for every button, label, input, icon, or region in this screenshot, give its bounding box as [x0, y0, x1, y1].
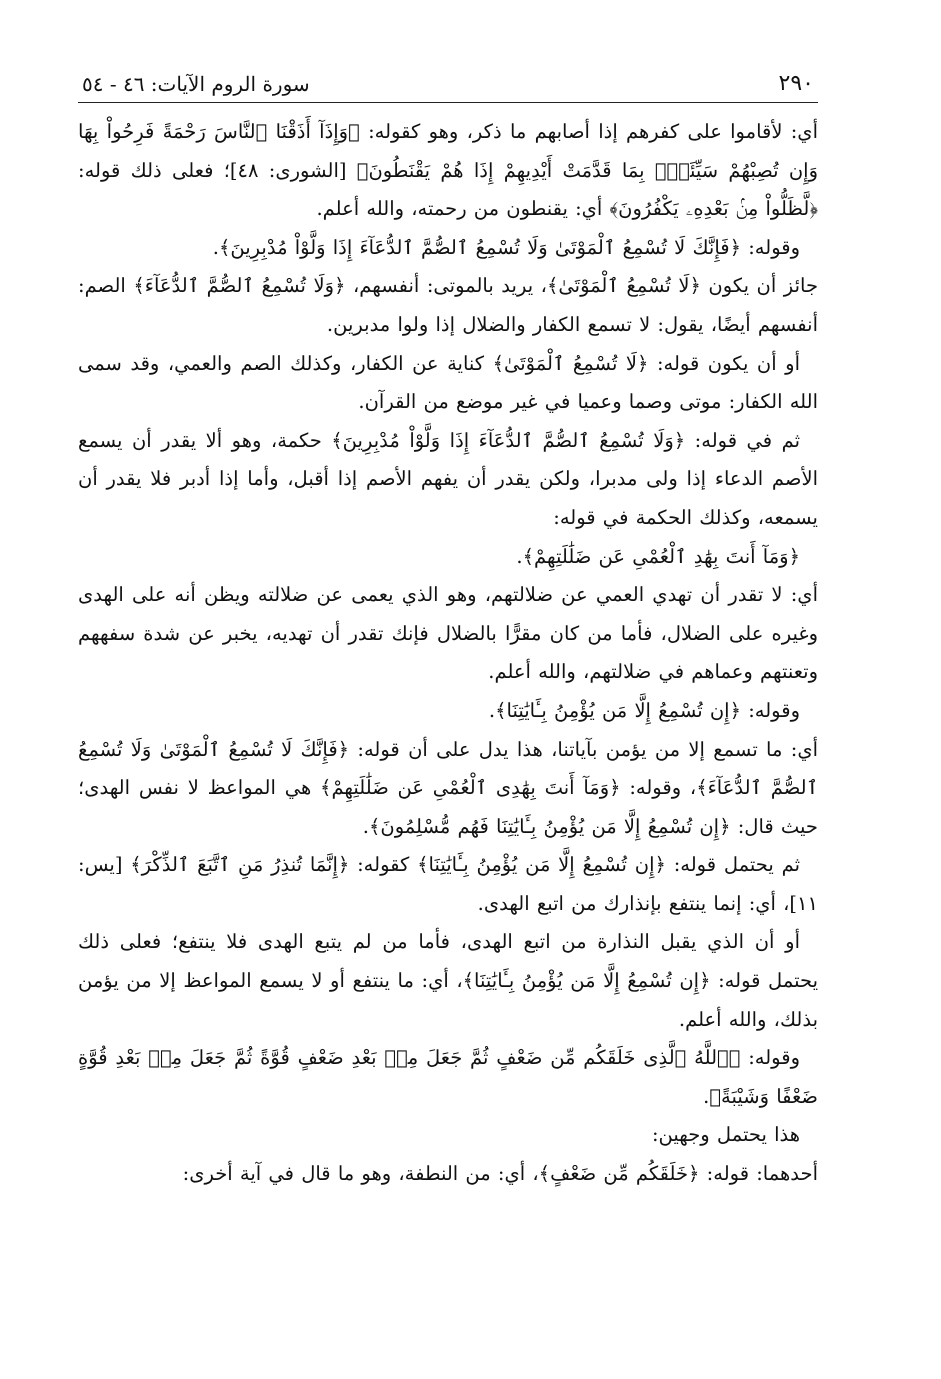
page-body	[78, 113, 818, 1194]
paragraph: أي: ما تسمع إلا من يؤمن بآياتنا، هذا يدل على أن قوله: ﴿فَإِنَّكَ لَا تُسْمِعُ ٱلْمَوْتَىٰ وَلَا تُسْمِعُ ٱلصُّمَّ ٱلدُّعَآءَ﴾، وقوله: ﴿وَمَآ أَنتَ بِهَٰدِى ٱلْعُمْىِ عَن ضَلَٰلَتِهِمْ﴾ هي المواعظ لا نفس الهدى؛ حيث قال: ﴿إِن تُسْمِعُ إِلَّا مَن يُؤْمِنُ بِـَٔايَٰتِنَا فَهُم مُّسْلِمُونَ﴾.	[78, 737, 818, 838]
paragraph: وقوله: ﴿إِن تُسْمِعُ إِلَّا مَن يُؤْمِنُ بِـَٔايَٰتِنَا﴾.	[488, 698, 800, 722]
paragraph: وقوله: ﴿ٱللَّهُ ٱلَّذِى خَلَقَكُم مِّن ضَعْفٍ ثُمَّ جَعَلَ مِنۢ بَعْدِ ضَعْفٍ قُوَّةً ثُمَّ جَعَلَ مِنۢ بَعْدِ قُوَّةٍ ضَعْفًا وَشَيْبَةً﴾.	[78, 1046, 818, 1108]
paragraph: أو أن يكون قوله: ﴿لَا تُسْمِعُ ٱلْمَوْتَىٰ﴾ كناية عن الكفار، وكذلك الصم والعمي، وقد سمى الله الكفار: موتى وصما وعميا في غير موضع من القرآن.	[78, 351, 818, 414]
book-page	[78, 60, 818, 1350]
paragraph: هذا يحتمل وجهين:	[651, 1123, 800, 1147]
paragraph: جائز أن يكون ﴿لَا تُسْمِعُ ٱلْمَوْتَىٰ﴾، يريد بالموتى: أنفسهم، ﴿وَلَا تُسْمِعُ ٱلصُّمَّ ٱلدُّعَآءَ﴾ الصم: أنفسهم أيضًا، يقول: لا تسمع الكفار والضلال إذا ولوا مدبرين.	[78, 274, 818, 336]
paragraph: أو أن الذي يقبل النذارة من اتبع الهدى، فأما من لم يتبع الهدى فلا ينتفع؛ فعلى ذلك يحتمل قوله: ﴿إِن تُسْمِعُ إِلَّا مَن يُؤْمِنُ بِـَٔايَٰتِنَا﴾، أي: ما ينتفع أو لا يسمع المواعظ إلا من يؤمن بذلك، والله أعلم.	[78, 930, 818, 1031]
paragraph: ثم يحتمل قوله: ﴿إِن تُسْمِعُ إِلَّا مَن يُؤْمِنُ بِـَٔايَٰتِنَا﴾ كقوله: ﴿إِنَّمَا تُنذِرُ مَنِ ٱتَّبَعَ ٱلذِّكْرَ﴾ [يس: ١١]، أي: إنما ينتفع بإنذارك من اتبع الهدى.	[78, 853, 818, 915]
paragraph: ﴿وَمَآ أَنتَ بِهَٰدِ ٱلْعُمْىِ عَن ضَلَٰلَتِهِمْ﴾.	[516, 544, 800, 568]
paragraph: ثم في قوله: ﴿وَلَا تُسْمِعُ ٱلصُّمَّ ٱلدُّعَآءَ إِذَا وَلَّوْاْ مُدْبِرِينَ﴾ حكمة، وهو ألا يقدر أن يسمع الأصم الدعاء إذا ولى مدبرا، ولكن يقدر أن يفهم الأصم إذا أقبل، وأما إذا أدبر فلا يقدر أن يسمعه، وكذلك الحكمة في قوله:	[78, 428, 818, 529]
paragraph: أحدهما: قوله: ﴿خَلَقَكُم مِّن ضَعْفٍ﴾، أي: من النطفة، وهو ما قال في آية أخرى:	[182, 1162, 818, 1186]
paragraph: أي: لا تقدر أن تهدي العمي عن ضلالتهم، وهو الذي يعمى عن ضلالته ويظن أنه على الهدى وغيره على الضلال، فأما من كان مقرًّا بالضلال فإنك تقدر أن تهديه، يخبر عن شدة سفههم وتعنتهم وعماهم في ضلالتهم، والله أعلم.	[78, 583, 818, 684]
paragraph: وقوله: ﴿فَإِنَّكَ لَا تُسْمِعُ ٱلْمَوْتَىٰ وَلَا تُسْمِعُ ٱلصُّمَّ ٱلدُّعَآءَ إِذَا وَلَّوْاْ مُدْبِرِينَ﴾.	[212, 235, 800, 259]
surah-range-title: سورة الروم الآيات: ٤٦ - ٥٤	[82, 72, 310, 96]
paragraph: أي: لأقاموا على كفرهم إذا أصابهم ما ذكر، وهو كقوله: ﴿وَإِذَآ أَذَقْنَا ٱلنَّاسَ رَحْمَةً فَرِحُواْ بِهَا وَإِن تُصِبْهُمْ سَيِّئَةٌۢ بِمَا قَدَّمَتْ أَيْدِيهِمْ إِذَا هُمْ يَقْنَطُونَ﴾ [الشورى: ٤٨]؛ فعلى ذلك قوله: ﴿لَّظَلُّواْ مِنۢ بَعْدِهِۦ يَكْفُرُونَ﴾ أي: يقنطون من رحمته، والله أعلم.	[78, 120, 818, 221]
page-number: ٢٩٠	[778, 71, 814, 96]
page-header	[78, 60, 818, 103]
